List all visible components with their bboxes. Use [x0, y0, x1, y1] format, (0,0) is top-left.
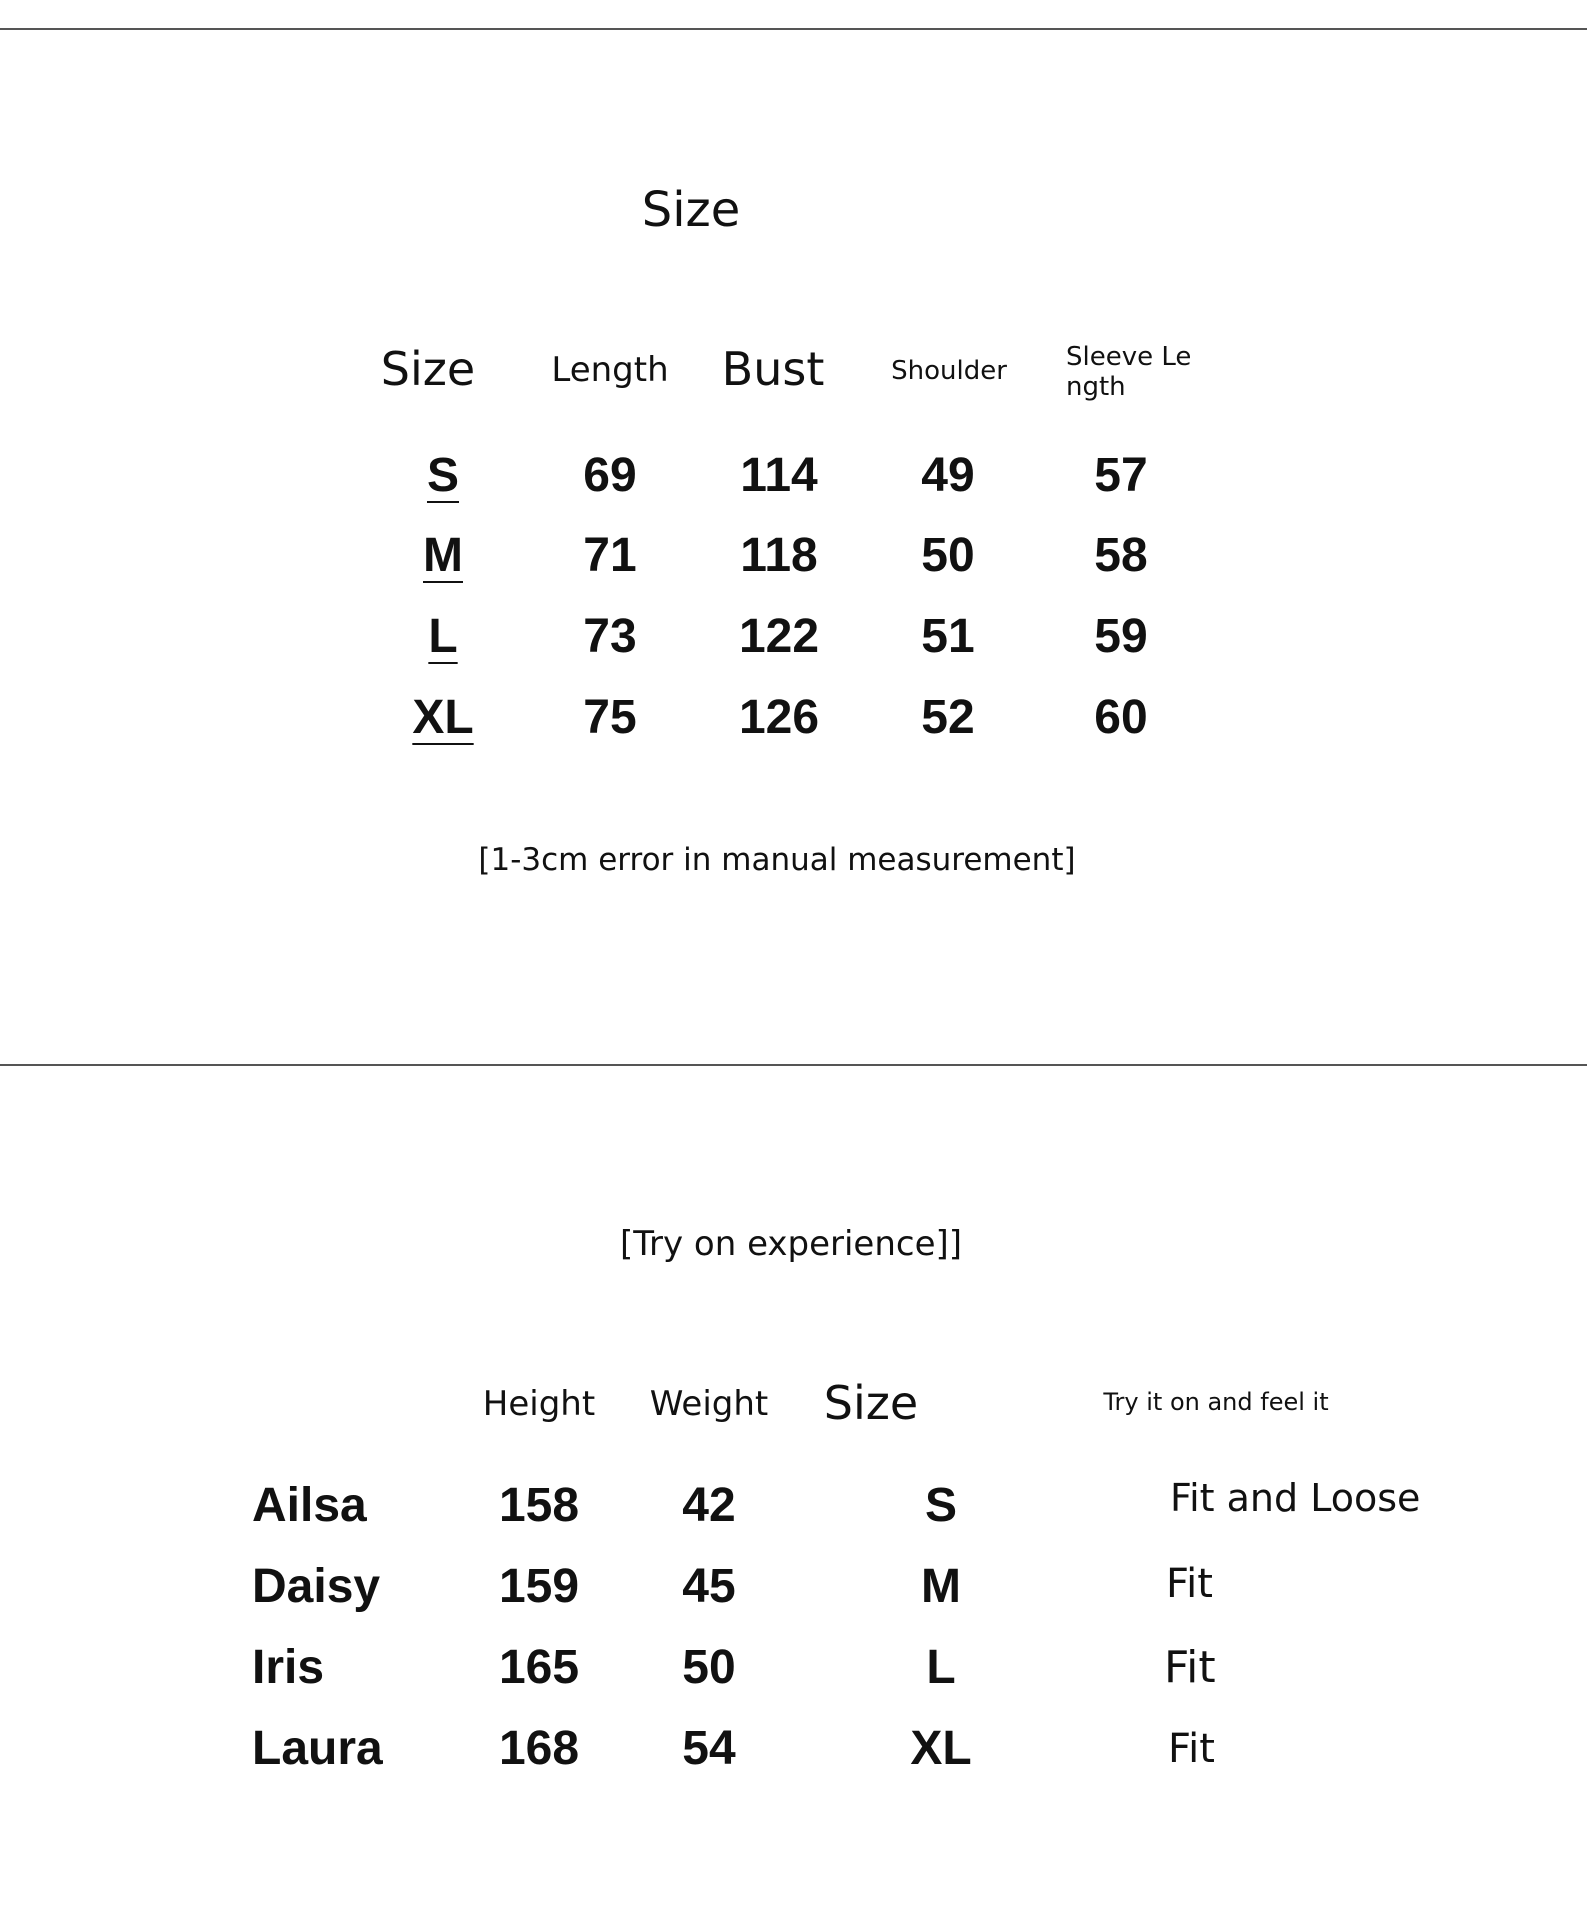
tester-weight: 54	[682, 1722, 736, 1775]
size-cell-sleeve: 59	[1094, 610, 1148, 663]
tester-weight: 42	[682, 1479, 736, 1532]
tester-height: 165	[498, 1641, 580, 1694]
size-cell-sleeve: 60	[1094, 691, 1148, 744]
tester-feel: Fit	[1168, 1726, 1215, 1772]
size-cell-length: 69	[583, 449, 637, 502]
size-header-length: Length	[551, 350, 669, 390]
size-cell-sleeve: 58	[1094, 529, 1148, 582]
size-cell-length: 71	[583, 529, 637, 582]
tester-height: 158	[498, 1479, 580, 1532]
tester-size: M	[921, 1560, 961, 1613]
try-header-size: Size	[823, 1376, 919, 1430]
size-cell-bust: 122	[738, 610, 820, 663]
size-cell-bust: 118	[740, 529, 818, 582]
try-header-feel: Try it on and feel it	[1103, 1388, 1329, 1416]
size-cell-shoulder: 50	[921, 529, 975, 582]
size-header-shoulder: Shoulder	[891, 356, 1007, 386]
size-cell-shoulder: 51	[921, 610, 975, 663]
tester-size: L	[926, 1641, 956, 1694]
tester-feel: Fit	[1164, 1642, 1216, 1693]
size-header-sleeve-length: Sleeve Le ngth	[1066, 342, 1192, 402]
tester-size: S	[924, 1479, 958, 1532]
size-cell-length: 73	[583, 610, 637, 663]
tester-name: Ailsa	[252, 1479, 367, 1532]
size-cell-size: S	[426, 449, 460, 502]
size-header-bust: Bust	[721, 342, 825, 396]
size-cell-shoulder: 52	[921, 691, 975, 744]
measurement-note: [1-3cm error in manual measurement]	[478, 842, 1076, 878]
tester-feel: Fit	[1166, 1561, 1213, 1607]
try-header-height: Height	[482, 1384, 596, 1424]
size-cell-sleeve: 57	[1094, 449, 1148, 502]
tester-feel: Fit and Loose	[1170, 1476, 1421, 1520]
size-cell-size: L	[428, 610, 458, 663]
size-cell-size: XL	[412, 691, 474, 744]
tester-name: Daisy	[252, 1560, 381, 1613]
middle-divider	[0, 1064, 1587, 1066]
top-divider	[0, 28, 1587, 30]
tester-height: 159	[498, 1560, 580, 1613]
size-cell-bust: 114	[740, 449, 818, 502]
tester-size: XL	[910, 1722, 972, 1775]
size-section-title: Size	[641, 182, 741, 238]
tester-name: Laura	[252, 1722, 383, 1775]
try-header-weight: Weight	[649, 1384, 769, 1424]
size-cell-length: 75	[583, 691, 637, 744]
size-cell-shoulder: 49	[921, 449, 975, 502]
tester-height: 168	[498, 1722, 580, 1775]
tester-weight: 50	[682, 1641, 736, 1694]
size-header-size: Size	[380, 342, 476, 396]
try-section-title: [Try on experience]]	[619, 1224, 963, 1264]
size-cell-size: M	[423, 529, 463, 582]
tester-weight: 45	[682, 1560, 736, 1613]
size-cell-bust: 126	[738, 691, 820, 744]
tester-name: Iris	[252, 1641, 325, 1694]
